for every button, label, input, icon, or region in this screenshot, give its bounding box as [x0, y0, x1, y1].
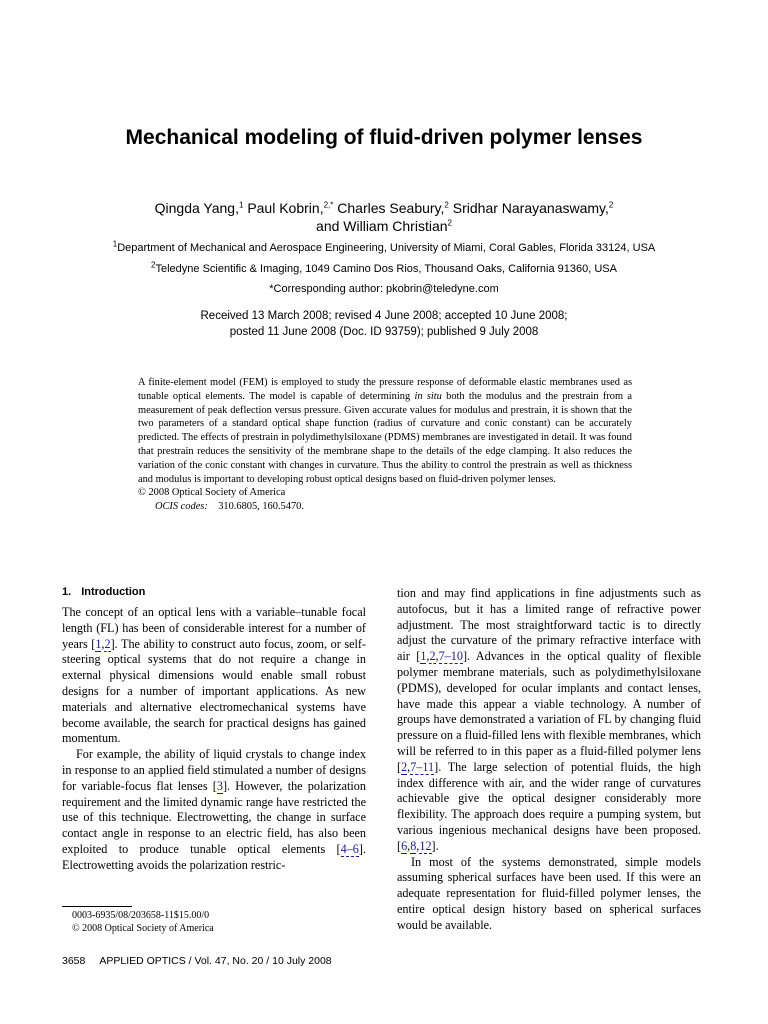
- text: ,: [101, 636, 105, 651]
- ocis-label: OCIS codes:: [155, 501, 208, 513]
- text: The concept of an optical lens with a variable–tunable focal length (FL) has been of considerable interest for a number of years [: [62, 605, 366, 651]
- citation-link[interactable]: 2: [401, 759, 408, 774]
- text: ]. The ability to construct auto focus, zoom, or self-steering optical systems that do not require a change in external physical dimensions would enable small robust designs for a number of important applications. As new materials and alternative electromechanical systems have become available, the search for practical designs has gained momentum.: [62, 636, 366, 746]
- author-name: and William Christian: [316, 218, 448, 234]
- affiliation-1: [0, 241, 768, 255]
- footnote: [72, 909, 214, 935]
- footnote-issn: 0003-6935/08/203658-11$15.00/0: [72, 910, 210, 921]
- corresponding-author: *Corresponding author: pkobrin@teledyne.com: [269, 283, 499, 295]
- citation-link[interactable]: 1: [420, 649, 427, 664]
- author-line-2: [0, 217, 768, 235]
- footnote-divider: [62, 906, 132, 907]
- text: ,: [426, 649, 430, 664]
- text: ]. The large selection of potential fluids, the high index difference with air, and the wider range of curvatures achievable give the optical designer considerably more flexibility. The approach does require a pumping system, but various ingenious mechanical designs have been proposed. [: [397, 759, 701, 853]
- author-list: [0, 199, 768, 235]
- affil-mark: 1: [112, 239, 118, 249]
- author-line-1: [0, 199, 768, 217]
- author-affil-mark: 2,*: [323, 200, 334, 210]
- section-heading: [62, 586, 145, 598]
- paragraph: [62, 605, 366, 747]
- footnote-copyright: © 2008 Optical Society of America: [72, 923, 214, 934]
- author-affil-mark: 1: [238, 200, 244, 210]
- paragraph: In most of the systems demonstrated, simple models assuming spherical surfaces have been used. If this were an adequate representation for fluid-filled polymer lenses, the entire optical design history based on spherical surfaces would be available.: [397, 854, 701, 932]
- citation-link[interactable]: 3: [216, 778, 223, 793]
- left-column: [62, 605, 366, 874]
- dates-line-1: Received 13 March 2008; revised 4 June 2008; accepted 10 June 2008;: [200, 310, 568, 322]
- affil-text: Teledyne Scientific & Imaging, 1049 Camino Dos Rios, Thousand Oaks, California 91360, USA: [155, 263, 617, 275]
- text: ]. However, the polarization requirement and the limited dynamic range have restricted the use of this technique. Electrowetting, the change in surface contact angle in response to an electric field, has also been exploited to produce tunable optical elements [: [62, 778, 366, 856]
- paragraph: [62, 747, 366, 873]
- text: ,: [407, 759, 411, 774]
- paper-title: Mechanical modeling of fluid-driven polymer lenses: [125, 126, 643, 149]
- text: For example, the ability of liquid crystals to change index in response to an applied field stimulated a number of designs for variable-focus flat lenses [: [62, 747, 366, 793]
- ocis-values: 310.6805, 160.5470.: [218, 501, 304, 513]
- author-name: Charles Seabury,: [337, 200, 445, 216]
- author-affil-mark: 2: [447, 218, 452, 228]
- abstract-italic: in situ: [414, 390, 442, 402]
- abstract: [138, 376, 632, 514]
- right-column: [397, 586, 701, 934]
- affil-text: Department of Mechanical and Aerospace Engineering, University of Miami, Coral Gables, Florida 33124, USA: [117, 242, 656, 254]
- text: tion and may find applications in fine adjustments such as autofocus, but it has a limited range of refractive power adjustment. The most straightforward tactic is to directly adjust the curvature of the primary refractive interface with air [: [397, 586, 701, 664]
- abstract-text: A finite-element model (FEM) is employed to study the pressure response of deformable elastic membranes used as tunable optical elements. The model is capable of determining: [138, 377, 632, 402]
- author-affil-mark: 2: [444, 200, 449, 210]
- author-name: Paul Kobrin,: [247, 200, 324, 216]
- author-affil-mark: 2: [608, 200, 614, 210]
- journal-citation: APPLIED OPTICS / Vol. 47, No. 20 / 10 July 2008: [99, 955, 332, 967]
- affil-mark: 2: [151, 260, 156, 270]
- text: ,: [407, 838, 411, 853]
- abstract-copyright: © 2008 Optical Society of America: [138, 487, 286, 499]
- citation-link[interactable]: 4–6: [340, 841, 359, 856]
- author-name: Sridhar Narayanaswamy,: [452, 200, 609, 216]
- author-name: Qingda Yang,: [154, 200, 239, 216]
- citation-link[interactable]: 12: [419, 838, 432, 853]
- affiliation-2: [0, 262, 768, 276]
- abstract-text: both the modulus and the prestrain from a measurement of peak deflection versus pressure. Given accurate values for modulus and prestrain, it is shown that the two parameters of a standard optical shape function (radius of curvature and conic constant) can be accurately predicted. The effects of prestrain in polydimethylsiloxane (PDMS) membranes are investigated in detail. It was found that prestrain reduces the sensitivity of the membrane shape to the details of the edge clamping. It also reduces the variation of the conic constant with changes in curvature. Thus the ability to control the prestrain as well as thickness and modulus is important to developing robust optical designs based on fluid-driven polymer lenses.: [138, 390, 632, 485]
- text: ,: [416, 838, 420, 853]
- ocis-codes: [138, 500, 632, 514]
- text: ]. Electrowetting avoids the polarization restric-: [62, 841, 366, 872]
- citation-link[interactable]: 1: [95, 636, 102, 651]
- page-number: 3658: [62, 955, 86, 967]
- text: ].: [431, 838, 439, 853]
- section-title: Introduction: [81, 586, 146, 598]
- citation-link[interactable]: 6: [401, 838, 408, 853]
- section-number: 1.: [62, 586, 72, 598]
- dates-line-2: posted 11 June 2008 (Doc. ID 93759); published 9 July 2008: [229, 326, 539, 338]
- page-footer: [62, 955, 332, 967]
- citation-link[interactable]: 8: [410, 838, 417, 853]
- publication-dates: [0, 308, 768, 340]
- text: ,: [435, 649, 439, 664]
- citation-link[interactable]: 7–10: [438, 649, 463, 664]
- abstract-body: [138, 376, 632, 486]
- citation-link[interactable]: 7–11: [410, 759, 435, 774]
- citation-link[interactable]: 2: [429, 649, 436, 664]
- paragraph: [397, 586, 701, 855]
- text: ]. Advances in the optical quality of flexible polymer membrane materials, such as polydimethylsiloxane (PDMS), developed for ocular implants and contact lenses, have made this appear a viable technology. A number of groups have demonstrated a variation of FL by changing fluid pressure on a fluid-filled lens with flexible membranes, which will be referred to in this paper as a fluid-filled polymer lens [: [397, 649, 701, 774]
- citation-link[interactable]: 2: [104, 636, 111, 651]
